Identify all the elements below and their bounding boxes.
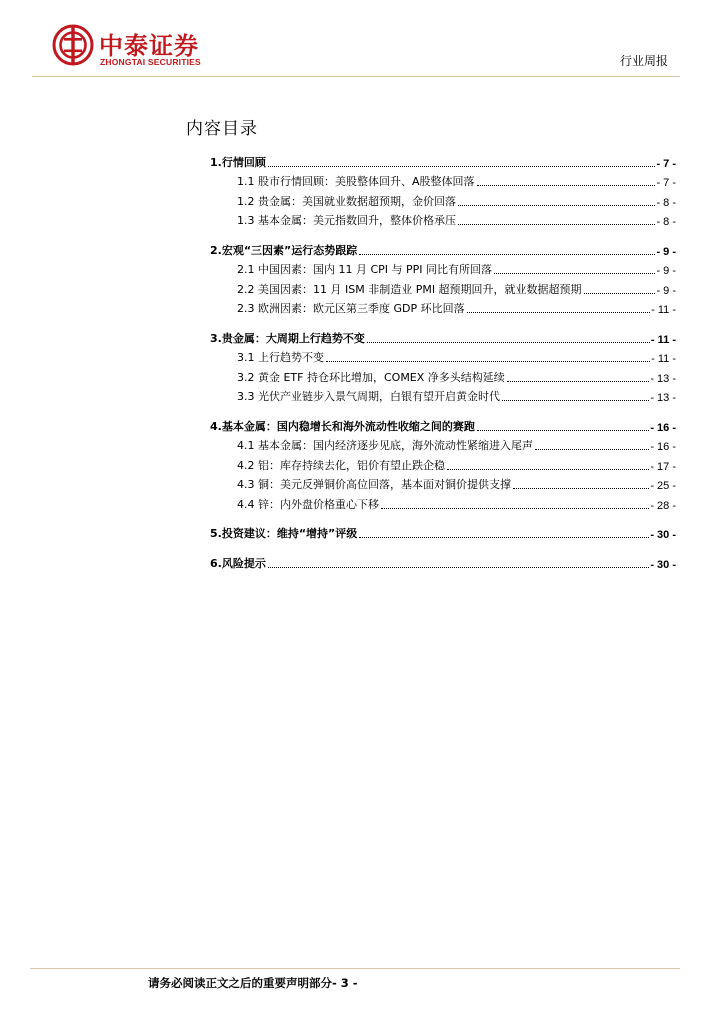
toc-group-gap: [210, 228, 676, 238]
toc-subsection-entry[interactable]: [210, 170, 676, 190]
toc-group-gap: [210, 404, 676, 414]
toc-entry-label: 3.1 上行趋势不变: [237, 351, 324, 364]
toc-dot-leader: [458, 224, 655, 225]
toc-entry-label: 3.贵金属：大周期上行趋势不变: [210, 331, 365, 345]
toc-page-number: - 30 -: [650, 558, 676, 571]
toc-title: 内容目录: [186, 119, 258, 139]
toc-entry-label: 2.1 中国因素：国内 11 月 CPI 与 PPI 同比有所回落: [237, 263, 493, 276]
toc-dot-leader: [584, 293, 656, 294]
toc-entry-label: 1.1 股市行情回顾：美股整体回升、A股整体回落: [237, 175, 475, 188]
toc-entry-label: 1.3 基本金属：美元指数回升，整体价格承压: [237, 214, 456, 227]
toc-page-number: - 8 -: [656, 216, 676, 228]
toc-entry-label: 2.3 欧洲因素：欧元区第三季度 GDP 环比回落: [237, 302, 465, 315]
toc-section-entry[interactable]: [210, 326, 676, 346]
table-of-contents: [210, 150, 676, 571]
toc-subsection-entry[interactable]: [210, 277, 676, 297]
toc-page-number: - 30 -: [650, 529, 676, 541]
toc-entry-label: 5.投资建议：维持“增持”评级: [210, 527, 358, 540]
toc-page-number: - 17 -: [650, 460, 676, 473]
toc-page-number: - 11 -: [650, 333, 676, 346]
toc-entry-label: 1.行情回顾: [210, 155, 266, 169]
toc-entry-label: 3.3 光伏产业链步入景气周期，白银有望开启黄金时代: [237, 390, 500, 403]
header-divider: [32, 76, 680, 77]
toc-section-entry[interactable]: [210, 238, 676, 258]
toc-entry-label: 1.2 贵金属：美国就业数据超预期，金价回落: [237, 194, 456, 208]
toc-subsection-entry[interactable]: [210, 258, 676, 278]
toc-subsection-entry[interactable]: [210, 209, 676, 229]
toc-dot-leader: [268, 166, 656, 167]
toc-dot-leader: [535, 449, 649, 450]
toc-subsection-entry[interactable]: [210, 189, 676, 209]
toc-section-entry[interactable]: [210, 522, 676, 542]
report-type-label: 行业周报: [619, 54, 668, 68]
toc-page-number: - 9 -: [656, 265, 676, 277]
toc-page-number: - 8 -: [656, 196, 676, 209]
toc-page-number: - 13 -: [650, 372, 676, 385]
toc-dot-leader: [477, 185, 656, 186]
toc-dot-leader: [326, 361, 650, 362]
toc-page-number: - 16 -: [650, 441, 676, 453]
toc-page-number: - 9 -: [656, 245, 676, 258]
toc-dot-leader: [458, 205, 655, 206]
toc-subsection-entry[interactable]: [210, 473, 676, 493]
toc-dot-leader: [513, 488, 649, 489]
toc-entry-label: 4.基本金属：国内稳增长和海外流动性收缩之间的赛跑: [210, 419, 475, 433]
toc-dot-leader: [381, 508, 649, 509]
toc-subsection-entry[interactable]: [210, 492, 676, 512]
toc-entry-label: 6.风险提示: [210, 556, 266, 570]
toc-subsection-entry[interactable]: [210, 365, 676, 385]
toc-dot-leader: [447, 469, 649, 470]
toc-group-gap: [210, 316, 676, 326]
toc-entry-label: 4.2 铝：库存持续去化，铝价有望止跌企稳: [237, 458, 445, 472]
zhongtai-logo-icon: [52, 24, 94, 66]
toc-page-number: - 11 -: [651, 353, 676, 365]
toc-group-gap: [210, 512, 676, 522]
toc-page-number: - 28 -: [650, 499, 676, 512]
footer-disclaimer: 请务必阅读正文之后的重要声明部分- 3 -: [148, 976, 358, 990]
toc-page-number: - 11 -: [651, 304, 676, 316]
toc-subsection-entry[interactable]: [210, 385, 676, 405]
toc-page-number: - 7 -: [656, 177, 676, 189]
toc-subsection-entry[interactable]: [210, 453, 676, 473]
footer-divider: [30, 968, 680, 969]
toc-page-number: - 16 -: [650, 421, 676, 434]
toc-dot-leader: [268, 567, 649, 568]
page-header: [0, 0, 724, 80]
toc-dot-leader: [477, 430, 649, 431]
logo-english-name: ZHONGTAI SECURITIES: [100, 57, 201, 67]
toc-entry-label: 4.4 锌：内外盘价格重心下移: [237, 497, 379, 511]
toc-section-entry[interactable]: [210, 150, 676, 170]
toc-dot-leader: [507, 381, 650, 382]
toc-section-entry[interactable]: [210, 551, 676, 571]
toc-page-number: - 25 -: [650, 480, 676, 492]
toc-dot-leader: [467, 312, 651, 313]
toc-page-number: - 13 -: [650, 392, 676, 404]
toc-dot-leader: [359, 537, 649, 538]
toc-entry-label: 2.2 美国因素：11 月 ISM 非制造业 PMI 超预期回升，就业数据超预期: [237, 282, 582, 296]
toc-subsection-entry[interactable]: [210, 346, 676, 366]
company-logo: [52, 24, 252, 74]
logo-chinese-name: 中泰证券: [99, 32, 199, 60]
toc-dot-leader: [502, 400, 649, 401]
toc-entry-label: 4.3 铜：美元反弹铜价高位回落，基本面对铜价提供支撑: [237, 478, 511, 491]
toc-subsection-entry[interactable]: [210, 434, 676, 454]
toc-subsection-entry[interactable]: [210, 297, 676, 317]
toc-entry-label: 4.1 基本金属：国内经济逐步见底，海外流动性紧缩进入尾声: [237, 439, 533, 452]
toc-entry-label: 2.宏观“三因素”运行态势跟踪: [210, 243, 358, 257]
toc-dot-leader: [359, 254, 655, 255]
toc-page-number: - 7 -: [656, 157, 676, 170]
toc-entry-label: 3.2 黄金 ETF 持仓环比增加，COMEX 净多头结构延续: [237, 370, 505, 384]
toc-dot-leader: [367, 342, 650, 343]
toc-page-number: - 9 -: [656, 284, 676, 297]
toc-section-entry[interactable]: [210, 414, 676, 434]
toc-group-gap: [210, 541, 676, 551]
toc-dot-leader: [494, 273, 655, 274]
